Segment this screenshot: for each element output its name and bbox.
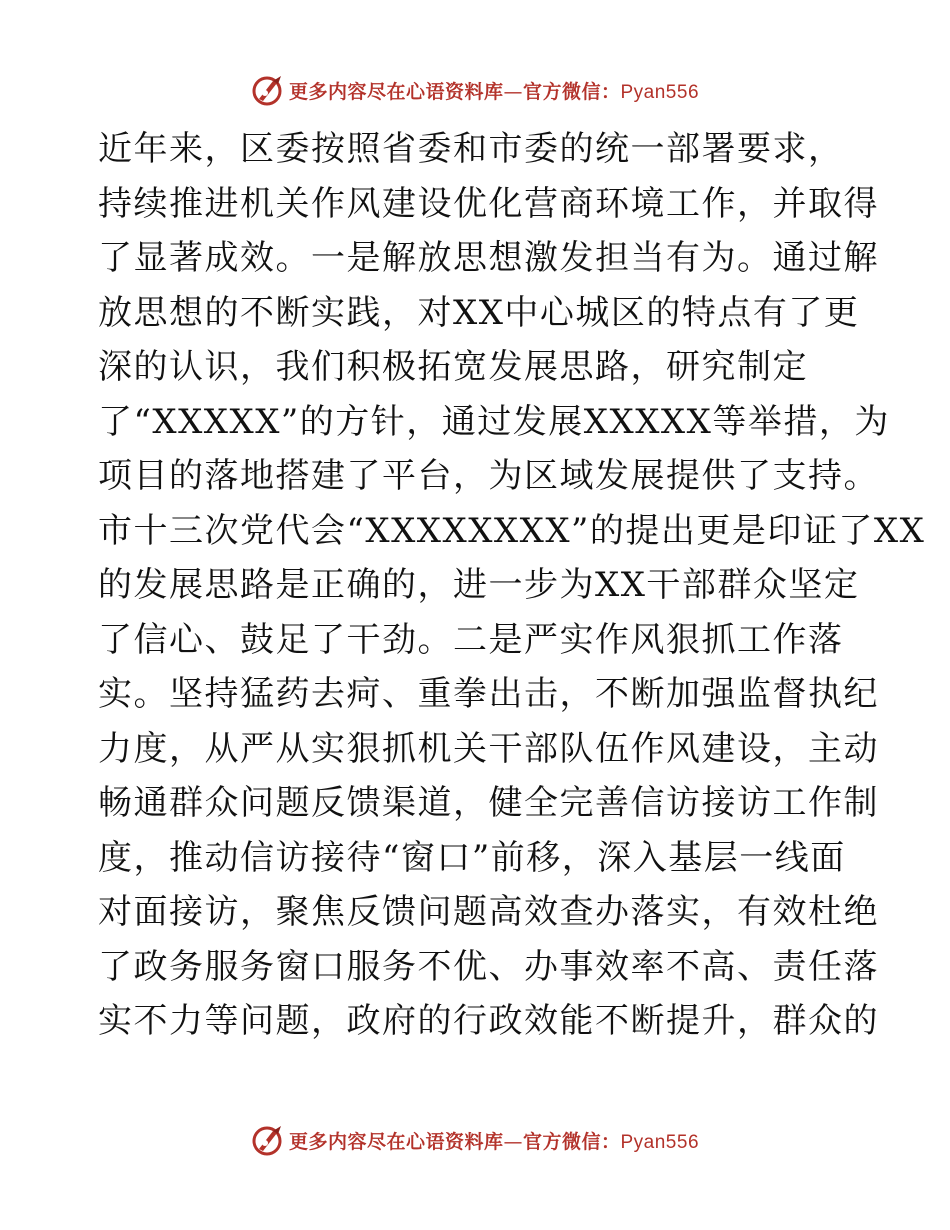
header-banner-official: 官方微信： (522, 80, 621, 103)
body-line: 的发展思路是正确的，进一步为XX干部群众坚定 (98, 565, 860, 605)
footer-banner-official: 官方微信： (522, 1130, 621, 1153)
body-line: 了政务服务窗口服务不优、办事效率不高、责任落 (98, 946, 879, 987)
body-line: 了“XXXXX”的方针，通过发展XXXXX等举措，为 (98, 401, 890, 442)
header-banner-main: 更多内容尽在心语资料库 (288, 80, 504, 103)
body-line: 项目的落地搭建了平台，为区域发展提供了支持。 (98, 456, 879, 496)
quill-logo-icon (251, 1123, 285, 1157)
footer-banner (0, 1120, 950, 1160)
header-banner-dash: — (503, 80, 523, 103)
body-line: 实。坚持猛药去疴、重拳出击，不断加强监督执纪 (98, 674, 879, 714)
body-line: 对面接访，聚焦反馈问题高效查办落实，有效杜绝 (98, 892, 879, 932)
body-line: 了信心、鼓足了干劲。二是严实作风狠抓工作落 (98, 619, 844, 660)
footer-banner-text (289, 1127, 699, 1154)
body-line: 畅通群众问题反馈渠道，健全完善信访接访工作制 (98, 783, 879, 823)
header-banner-id: Pyan556 (620, 81, 700, 103)
document-body (98, 122, 926, 1049)
footer-banner-id: Pyan556 (620, 1131, 700, 1153)
footer-banner-main: 更多内容尽在心语资料库 (288, 1130, 504, 1153)
body-line: 近年来，区委按照省委和市委的统一部署要求， (98, 129, 844, 169)
footer-banner-dash: — (503, 1130, 523, 1153)
body-line: 了显著成效。一是解放思想激发担当有为。通过解 (98, 238, 879, 278)
header-banner (0, 70, 950, 110)
quill-logo-icon (251, 73, 285, 107)
body-line: 度，推动信访接待“窗口”前移，深入基层一线面 (98, 837, 846, 878)
body-line: 深的认识，我们积极拓宽发展思路，研究制定 (98, 347, 808, 387)
body-line: 放思想的不断实践，对XX中心城区的特点有了更 (98, 292, 860, 333)
body-line: 市十三次党代会“XXXXXXXX”的提出更是印证了XX (98, 510, 926, 551)
header-banner-text (289, 77, 699, 104)
body-line: 持续推进机关作风建设优化营商环境工作，并取得 (98, 183, 879, 224)
body-line: 力度，从严从实狠抓机关干部队伍作风建设，主动 (98, 728, 879, 769)
body-line: 实不力等问题，政府的行政效能不断提升，群众的 (98, 1001, 879, 1041)
